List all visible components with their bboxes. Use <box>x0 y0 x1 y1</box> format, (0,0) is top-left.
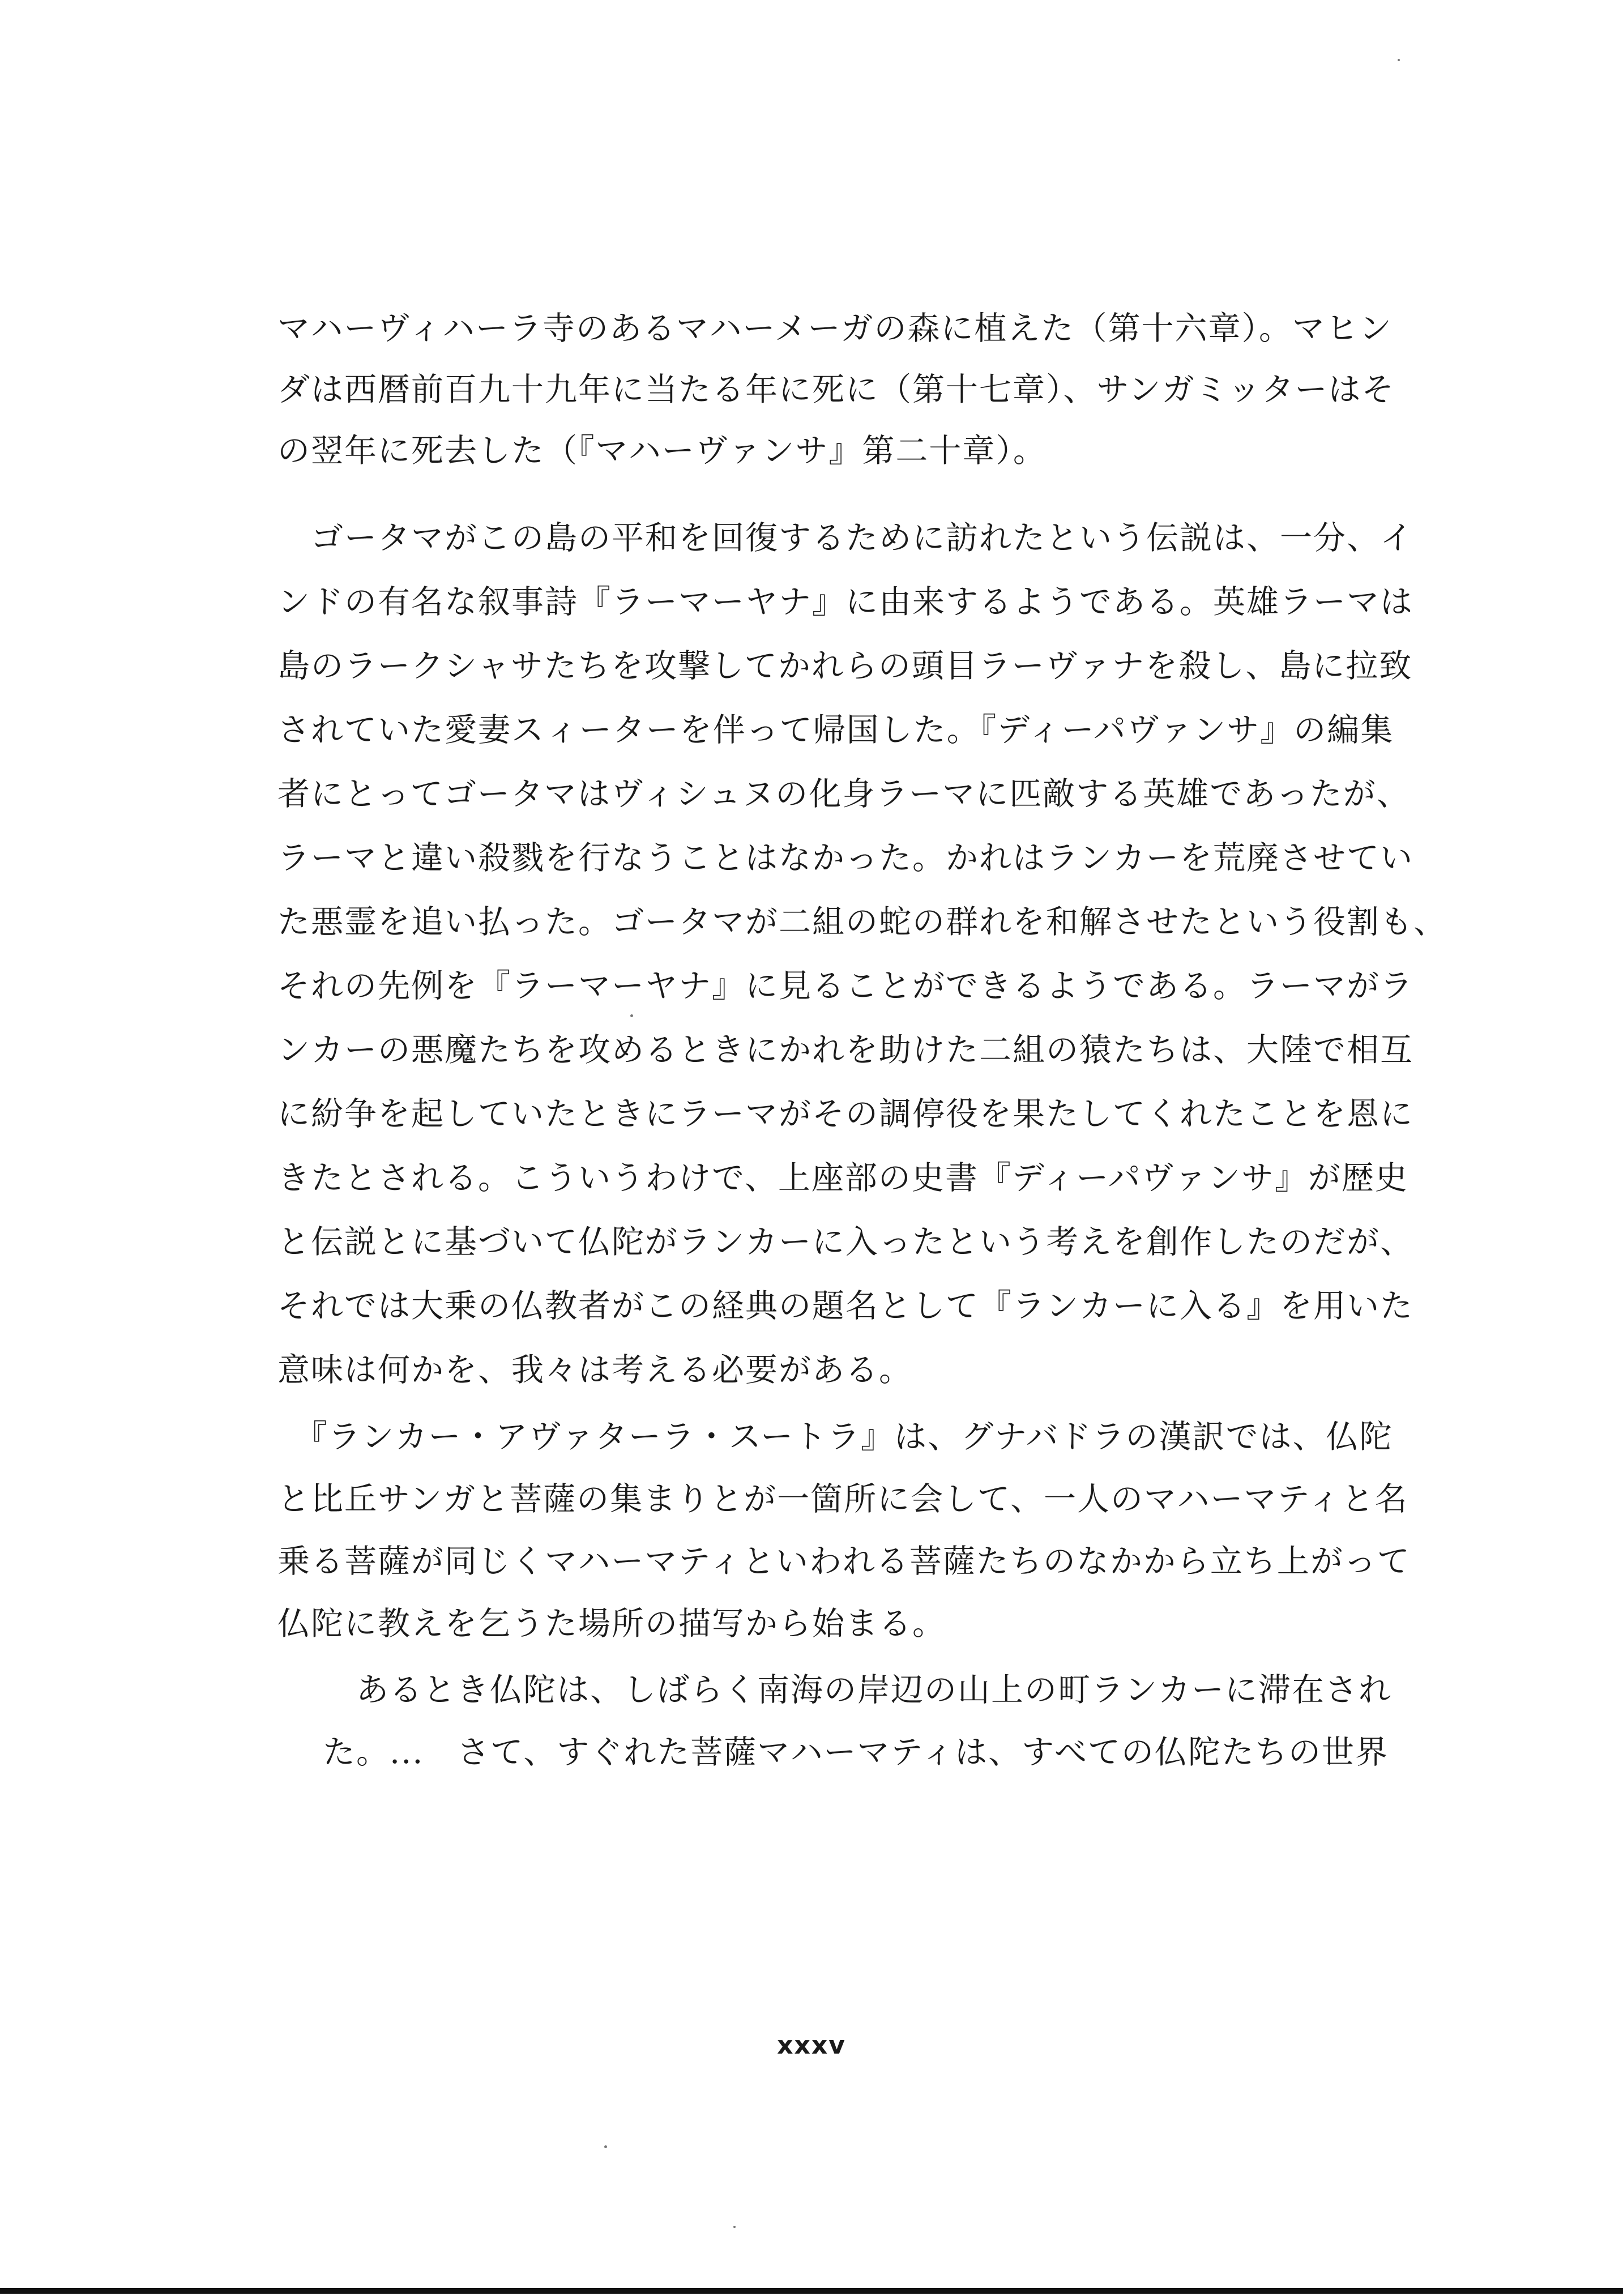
text-line: それでは大乗の仏教者がこの経典の題名として『ランカーに入る』を用いた <box>277 1287 1413 1325</box>
text-line: それの先例を『ラーマーヤナ』に見ることができるようである。ラーマがラ <box>277 967 1413 1005</box>
text-line: に紛争を起していたときにラーマがその調停役を果たしてくれたことを恩に <box>277 1095 1413 1133</box>
text-line: 島のラークシャサたちを攻撃してかれらの頭目ラーヴァナを殺し、島に拉致 <box>277 647 1413 685</box>
text-line: ゴータマがこの島の平和を回復するために訪れたという伝説は、一分、イ <box>277 519 1413 557</box>
text-line: 仏陀に教えを乞うた場所の描写から始まる。 <box>277 1605 946 1642</box>
text-line: 者にとってゴータマはヴィシュヌの化身ラーマに匹敵する英雄であったが、 <box>277 775 1410 813</box>
text-line: されていた愛妻スィーターを伴って帰国した。『ディーパヴァンサ』の編集 <box>277 711 1394 749</box>
bottom-scan-edge <box>0 2288 1623 2294</box>
scan-speck <box>1398 59 1400 61</box>
scan-speck <box>630 1014 633 1017</box>
page-number: xxxv <box>777 2031 846 2060</box>
text-line: ダは西暦前百九十九年に当たる年に死に（第十七章）、サンガミッターはそ <box>277 371 1395 408</box>
text-line: きたとされる。こういうわけで、上座部の史書『ディーパヴァンサ』が歴史 <box>277 1159 1408 1197</box>
scan-speck <box>604 2145 607 2148</box>
text-line: た。... さて、すぐれた菩薩マハーマティは、すべての仏陀たちの世界 <box>323 1734 1389 1771</box>
text-line: と伝説とに基づいて仏陀がランカーに入ったという考えを創作したのだが、 <box>277 1223 1413 1261</box>
text-line: ラーマと違い殺戮を行なうことはなかった。かれはランカーを荒廃させてい <box>277 839 1413 877</box>
text-line: の翌年に死去した（『マハーヴァンサ』第二十章）。 <box>277 432 1047 470</box>
text-line: ンドの有名な叙事詩『ラーマーヤナ』に由来するようである。英雄ラーマは <box>277 583 1413 621</box>
text-line: 意味は何かを、我々は考える必要がある。 <box>277 1351 912 1389</box>
text-line: あるとき仏陀は、しばらく南海の岸辺の山上の町ランカーに滞在され <box>323 1671 1392 1709</box>
text-line: マハーヴィハーラ寺のあるマハーメーガの森に植えた（第十六章）。マヒン <box>277 310 1393 347</box>
scan-speck <box>733 2226 736 2228</box>
text-line: た悪霊を追い払った。ゴータマが二組の蛇の群れを和解させたという役割も、 <box>277 903 1447 941</box>
text-line: 乗る菩薩が同じくマハーマティといわれる菩薩たちのなかから立ち上がって <box>277 1543 1411 1580</box>
text-line: ンカーの悪魔たちを攻めるときにかれを助けた二組の猿たちは、大陸で相互 <box>277 1031 1413 1069</box>
text-line: 『ランカー・アヴァターラ・スートラ』は、グナバドラの漢訳では、仏陀 <box>277 1418 1393 1456</box>
text-line: と比丘サンガと菩薩の集まりとが一箇所に会して、一人のマハーマティと名 <box>277 1480 1408 1518</box>
